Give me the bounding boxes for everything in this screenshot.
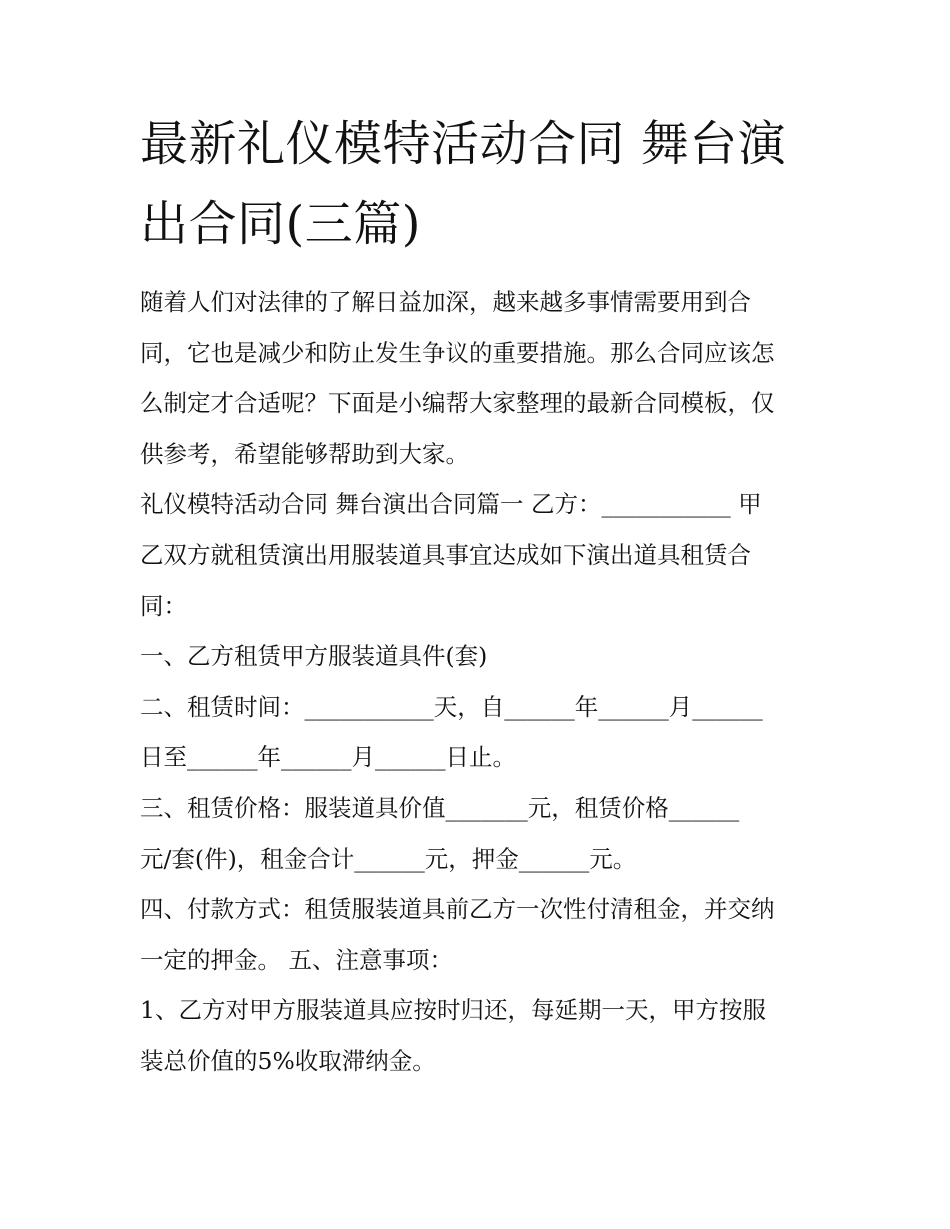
- clause-5-item-1: [140, 985, 830, 1086]
- document-body: [140, 277, 830, 1087]
- intro-paragraph: [140, 277, 830, 479]
- text-line: 三、租赁价格：服装道具价值_______元，租赁价格______: [140, 793, 740, 822]
- clause-3: [140, 783, 830, 884]
- contract-heading-paragraph: [140, 479, 830, 631]
- title-line: 最新礼仪模特活动合同 舞台演: [140, 116, 787, 172]
- text-line: 供参考，希望能够帮助到大家。: [140, 439, 469, 468]
- text-line: 同，它也是减少和防止发生争议的重要措施。那么合同应该怎: [140, 338, 775, 367]
- text-line: 1、乙方对甲方服装道具应按时归还，每延期一天，甲方按服: [140, 996, 766, 1025]
- text-line: 二、租赁时间：___________天，自______年______月______: [140, 692, 763, 721]
- document-title: [140, 104, 830, 264]
- text-line: 四、付款方式：租赁服装道具前乙方一次性付清租金，并交纳: [140, 895, 775, 924]
- clause-4: [140, 884, 830, 985]
- text-line: 礼仪模特活动合同 舞台演出合同篇一 乙方：___________ 甲: [140, 490, 762, 519]
- text-line: 一定的押金。 五、注意事项：: [140, 945, 453, 974]
- text-line: 装总价值的5%收取滞纳金。: [140, 1046, 436, 1075]
- title-line: 出合同(三篇): [140, 196, 421, 252]
- text-line: 一、乙方租赁甲方服装道具件(套): [140, 642, 488, 671]
- text-line: 乙双方就租赁演出用服装道具事宜达成如下演出道具租赁合: [140, 540, 751, 569]
- text-line: 同：: [140, 591, 187, 620]
- clause-2: [140, 682, 830, 783]
- clause-1: [140, 631, 830, 682]
- text-line: 日至______年______月______日止。: [140, 743, 516, 772]
- text-line: 元/套(件)，租金合计______元，押金______元。: [140, 844, 637, 873]
- text-line: 么制定才合适呢？下面是小编帮大家整理的最新合同模板，仅: [140, 389, 775, 418]
- text-line: 随着人们对法律的了解日益加深，越来越多事情需要用到合: [140, 288, 751, 316]
